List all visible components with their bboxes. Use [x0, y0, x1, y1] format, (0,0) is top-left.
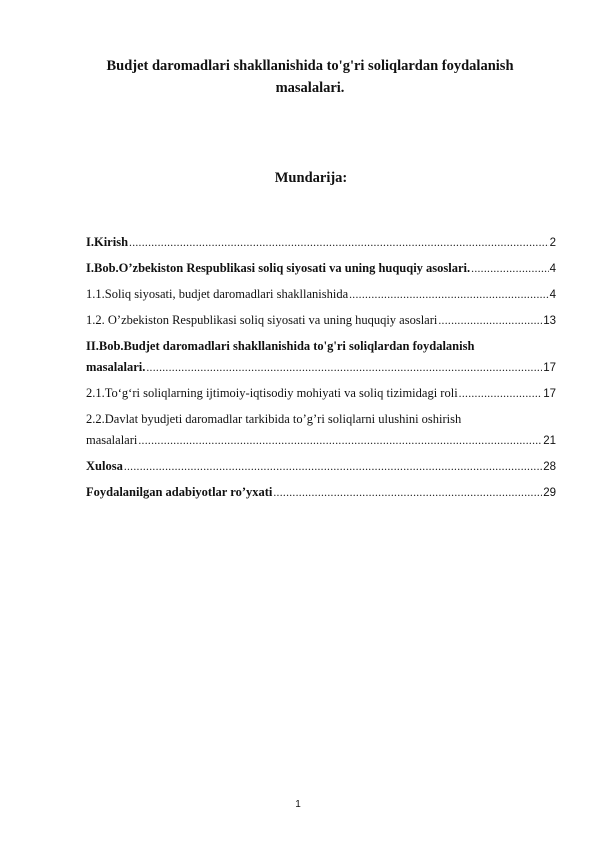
toc-page-number: 17	[543, 362, 556, 374]
contents-heading: Mundarija:	[274, 170, 348, 186]
toc-entry-chapter-2[interactable]	[86, 336, 556, 379]
toc-entry-first-line: 2.2.Davlat byudjeti daromadlar tarkibida to’g’ri soliqlarni ulushini oshirish	[86, 412, 462, 426]
document-title: Budjet daromadlari shakllanishida to'g'ri soliqlardan foydalanish masalalari.	[106, 58, 514, 96]
dot-leader	[129, 233, 549, 254]
toc-page-number: 4	[549, 289, 556, 301]
dot-leader	[138, 431, 542, 452]
toc-entry-section-2-1[interactable]	[86, 383, 556, 405]
toc-entry-intro[interactable]	[86, 232, 556, 254]
toc-entry-label: Xulosa	[86, 459, 123, 473]
toc-page-number: 21	[543, 435, 556, 447]
dot-leader	[459, 384, 543, 405]
dot-leader	[124, 457, 542, 478]
table-of-contents	[86, 232, 556, 508]
toc-entry-conclusion[interactable]	[86, 456, 556, 478]
toc-page-number: 29	[543, 487, 556, 499]
toc-entry-label: I.Bob.O’zbekiston Respublikasi soliq siyosati va uning huquqiy asoslari.	[86, 261, 471, 275]
toc-entry-label: 1.2. O’zbekiston Respublikasi soliq siyosati va uning huquqiy asoslari	[86, 313, 438, 327]
dot-leader	[438, 311, 542, 332]
toc-entry-section-1-2[interactable]	[86, 310, 556, 332]
toc-page-number: 13	[543, 315, 556, 327]
toc-entry-section-1-1[interactable]	[86, 284, 556, 306]
toc-entry-section-2-2[interactable]	[86, 409, 556, 452]
dot-leader	[146, 358, 542, 379]
toc-entry-label: I.Kirish	[86, 235, 129, 249]
toc-entry-label: Foydalanilgan adabiyotlar ro’yxati	[86, 485, 273, 499]
toc-entry-first-line: II.Bob.Budjet daromadlari shakllanishida to'g'ri soliqlardan foydalanish	[86, 339, 475, 353]
toc-page-number: 28	[543, 461, 556, 473]
toc-page-number: 4	[549, 263, 556, 275]
toc-entry-references[interactable]	[86, 482, 556, 504]
toc-entry-chapter-1[interactable]	[86, 258, 556, 280]
toc-page-number: 2	[549, 237, 556, 249]
toc-page-number: 17	[543, 388, 556, 400]
dot-leader	[273, 483, 542, 504]
page-footer-number: 1	[295, 799, 301, 810]
toc-entry-label: masalalari.	[86, 360, 146, 374]
dot-leader	[471, 259, 548, 280]
toc-entry-label: 2.1.To‘g‘ri soliqlarning ijtimoiy-iqtisodiy mohiyati va soliq tizimidagi roli	[86, 386, 458, 400]
toc-entry-label: 1.1.Soliq siyosati, budjet daromadlari shakllanishida	[86, 287, 349, 301]
toc-entry-label: masalalari	[86, 433, 138, 447]
dot-leader	[349, 285, 548, 306]
